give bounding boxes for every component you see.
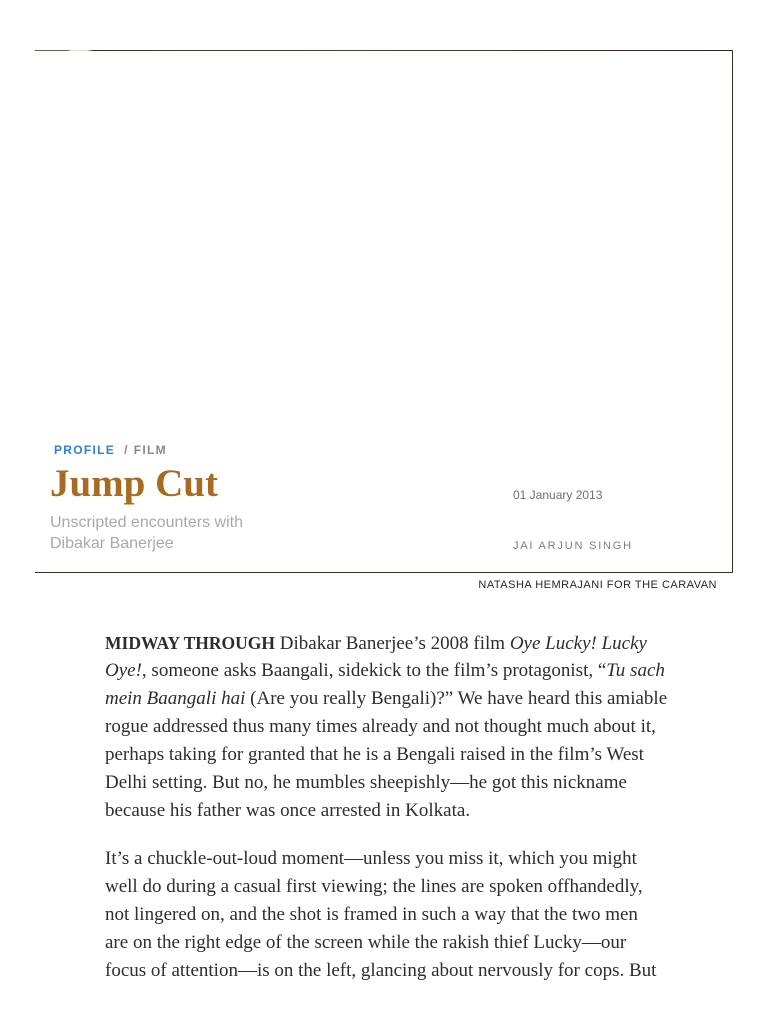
photo-credit: NATASHA HEMRAJANI FOR THE CARAVAN (478, 579, 717, 591)
section-link[interactable]: PROFILE (54, 443, 116, 457)
body-text: Delhi setting. But no, he mumbles sheepishly—he got this nickname (105, 772, 627, 793)
body-text: rogue addressed thus many times already and not thought much about it, (105, 716, 656, 737)
article-line (105, 797, 695, 825)
article-title: Jump Cut (50, 462, 218, 505)
hero-photo (35, 50, 733, 573)
article-line (105, 769, 695, 797)
lead-in-text: MIDWAY THROUGH (105, 633, 276, 653)
article-line (105, 845, 695, 873)
article-line (105, 685, 695, 713)
article-line (105, 629, 695, 657)
article-paragraph (105, 629, 695, 825)
kicker-separator: / (124, 443, 129, 457)
article-line (105, 657, 695, 685)
article-line (105, 957, 695, 985)
body-text: well do during a casual first viewing; the lines are spoken offhandedly, (105, 876, 643, 897)
body-text: It’s a chuckle-out-loud moment—unless you miss it, which you might (105, 848, 637, 869)
author-link[interactable]: JAI ARJUN SINGH (513, 540, 633, 552)
emphasis-text: Oye! (105, 660, 142, 681)
emphasis-text: Tu sach (606, 660, 665, 681)
article-line (105, 929, 695, 957)
emphasis-text: mein Baangali hai (105, 688, 246, 709)
article-line (105, 873, 695, 901)
body-text: not lingered on, and the shot is framed in such a way that the two men (105, 904, 638, 925)
category-link[interactable]: FILM (133, 443, 167, 457)
body-text: (Are you really Bengali)?” We have heard this amiable (245, 688, 668, 709)
emphasis-text: Oye Lucky! Lucky (509, 633, 647, 654)
article-paragraph (105, 845, 695, 985)
body-text: , someone asks Baangali, sidekick to the film’s protagonist, “ (141, 660, 607, 681)
publish-date: 01 January 2013 (513, 488, 603, 502)
body-text: focus of attention—is on the left, glancing about nervously for cops. But (105, 960, 657, 981)
body-text: perhaps taking for granted that he is a Bengali raised in the film’s West (105, 744, 644, 765)
body-text: Dibakar Banerjee’s 2008 film (275, 633, 510, 654)
section-kicker (54, 443, 167, 457)
photo-frame-edge (35, 50, 732, 51)
body-text: are on the right edge of the screen while the rakish thief Lucky—our (105, 932, 627, 953)
article-body (105, 629, 695, 1005)
article-line (105, 713, 695, 741)
article-line (105, 741, 695, 769)
article-subtitle: Unscripted encounters with Dibakar Banerjee (50, 514, 243, 552)
article-line (105, 901, 695, 929)
body-text: because his father was once arrested in Kolkata. (105, 800, 471, 821)
